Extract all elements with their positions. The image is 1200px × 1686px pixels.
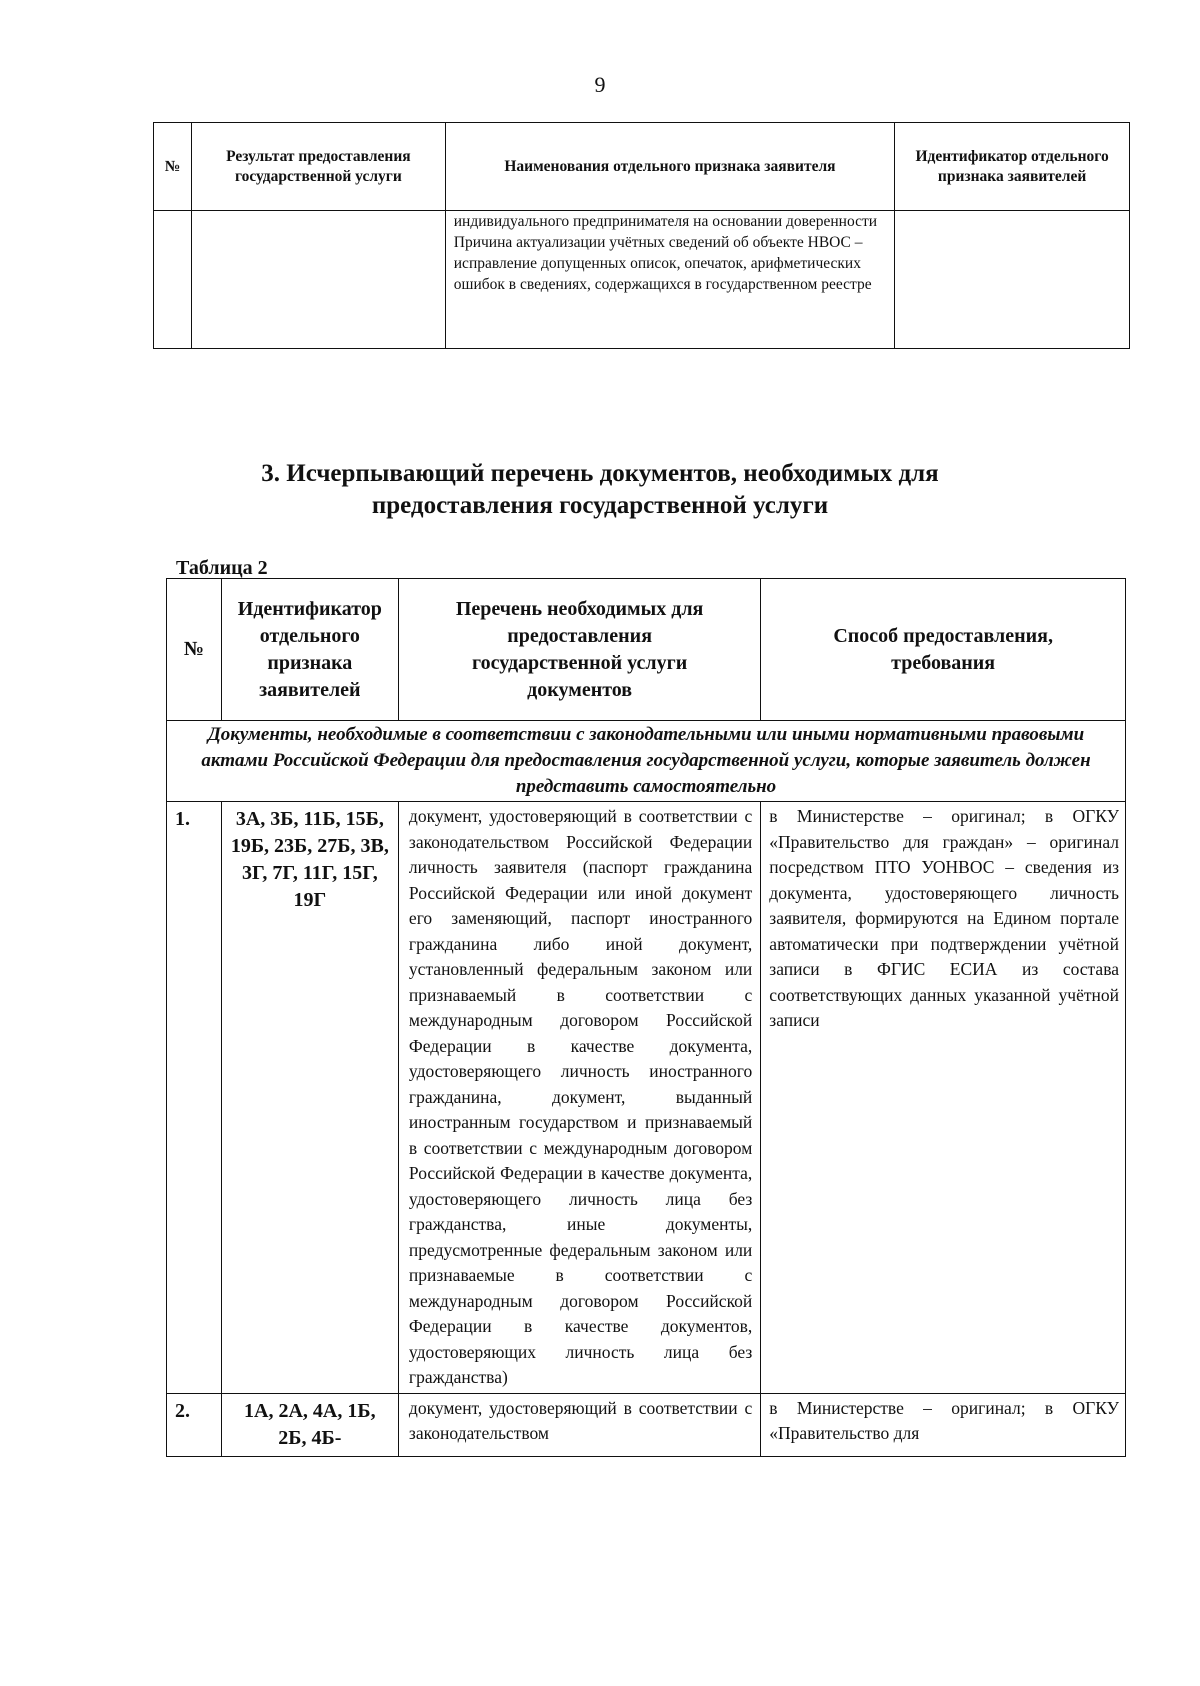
row-document: документ, удостоверяющий в соответствии с законодательством Российской Федерации личность заявителя (паспорт гражданина Российской Федерации или иной документ его заменяющий, паспорт иностранного гражданина либо иной документ, установленный федеральным законом или признаваемый в соответствии с международным договором Российской Федерации в качестве документа, удостоверяющего личность иностранного гражданина, документ, выданный иностранным государством и признаваемый в соответствии с международным договором Российской Федерации в качестве документа, удостоверяющего личность лица без гражданства, иные документы, предусмотренные федеральным законом или признаваемые в соответствии с международным договором Российской Федерации в качестве документов, удостоверяющих личность лица без гражданства) [398, 802, 760, 1394]
applicant-features-table [153, 122, 1130, 349]
table-row [167, 1393, 1126, 1456]
cell-identifier [895, 211, 1130, 349]
row-identifiers: 3А, 3Б, 11Б, 15Б, 19Б, 23Б, 27Б, 3В, 3Г, 7Г, 11Г, 15Г, 19Г [221, 802, 398, 1394]
cell-result [191, 211, 445, 349]
group-heading: Документы, необходимые в соответствии с законодательными или иными нормативными правовыми актами Российской Федерации для предоставления государственной услуги, которые заявитель должен представить самостоятельно [167, 721, 1126, 802]
header-method: Способ предоставления, требования [761, 579, 1126, 721]
table-row [167, 802, 1126, 1394]
row-method: в Министерстве – оригинал; в ОГКУ «Правительство для [761, 1393, 1126, 1456]
cell-feature: индивидуального предпринимателя на основании доверенности Причина актуализации учётных сведений об объекте НВОС – исправление допущенных описок, опечаток, арифметических ошибок в сведениях, содержащихся в государственном реестре [445, 211, 894, 349]
documents-table [166, 578, 1126, 1457]
header-num: № [167, 579, 222, 721]
row-number: 1. [167, 802, 222, 1394]
table-header-row [154, 123, 1130, 211]
row-method: в Министерстве – оригинал; в ОГКУ «Правительство для граждан» – оригинал посредством ПТО УОНВОС – сведения из документа, удостоверяющего личность заявителя, формируются на Едином портале автоматически при подтверждении учётной записи в ФГИС ЕСИА из состава соответствующих данных указанной учётной записи [761, 802, 1126, 1394]
header-feature: Наименования отдельного признака заявителя [445, 123, 894, 211]
header-result: Результат предоставления государственной услуги [191, 123, 445, 211]
table-caption: Таблица 2 [176, 557, 268, 579]
header-num: № [154, 123, 192, 211]
header-identifier: Идентификатор отдельного признака заявителей [895, 123, 1130, 211]
group-heading-row [167, 721, 1126, 802]
table-header-row [167, 579, 1126, 721]
cell-num [154, 211, 192, 349]
page-number: 9 [594, 72, 606, 97]
header-identifier: Идентификатор отдельного признака заявителей [221, 579, 398, 721]
header-documents: Перечень необходимых для предоставления государственной услуги документов [398, 579, 760, 721]
table-row [154, 211, 1130, 349]
row-document: документ, удостоверяющий в соответствии с законодательством [398, 1393, 760, 1456]
row-number: 2. [167, 1393, 222, 1456]
row-identifiers: 1А, 2А, 4А, 1Б, 2Б, 4Б- [221, 1393, 398, 1456]
section-title: 3. Исчерпывающий перечень документов, необходимых для предоставления государственной услуги [261, 460, 939, 519]
